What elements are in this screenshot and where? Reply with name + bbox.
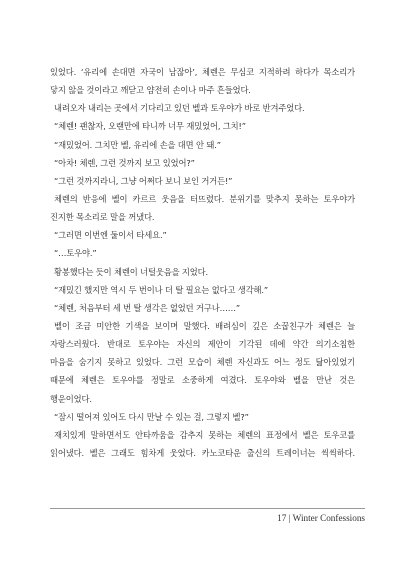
- text-line: 닿지 않을 것이라고 깨닫고 얌전히 손이나 마주 흔들었다.: [50, 85, 251, 96]
- text-line: 재치있게 말하면서도 안타까움을 감추지 못하는 체렌의 표정에서 벨은 토우코를: [54, 429, 355, 440]
- dialogue-line: “…토우야.”: [54, 248, 97, 259]
- text-line: 진지한 목소리로 말을 꺼냈다.: [50, 212, 155, 223]
- text-line: 내려오자 내리는 곳에서 기다리고 있던 벨과 토우야가 바로 반겨주었다.: [54, 103, 305, 114]
- page-number: 17: [277, 513, 287, 523]
- text-line: 자랑스러웠다. 반대로 토우야는 자신의 제안이 기각된 데에 약간 의기소침한: [50, 339, 355, 350]
- text-line: 체렌의 반응에 벨이 카르르 웃음을 터뜨렸다. 분위기를 맞추지 못하는 토우야가: [54, 193, 355, 204]
- text-line: 읽어냈다. 벨은 그래도 힘차게 웃었다. 카노코타운 출신의 트레이너는 씩씩하다.: [50, 447, 355, 458]
- text-line: 때문에 체렌은 토우야를 정말로 소중하게 여겼다. 토우야와 벨을 만난 것은: [50, 375, 355, 386]
- page-footer: [235, 513, 365, 523]
- dialogue-line: “그러면 이번엔 둘이서 타세요.”: [54, 230, 167, 241]
- dialogue-line: “그런 것까지라니, 그냥 어쩌다 보니 보인 거거든!”: [54, 175, 233, 186]
- text-line: 행운이었다.: [50, 393, 92, 404]
- dialogue-line: “재밌긴 했지만 역시 두 번이나 더 탈 필요는 없다고 생각해.”: [54, 284, 269, 295]
- dialogue-line: “잠시 떨어져 있어도 다시 만날 수 있는 걸, 그렇지 벨?”: [54, 411, 249, 422]
- dialogue-line: “체렌! 괜찮자, 오랜만에 타니까 너무 재밌었어, 그치!”: [54, 121, 246, 132]
- footer-divider: [50, 508, 365, 509]
- text-line: 있었다. ‘유리에 손대면 자국이 남잖아’, 체렌은 무심코 지적하려 하다가 목소리가: [50, 67, 355, 77]
- footer-separator: |: [288, 513, 291, 523]
- body-text: [50, 63, 355, 462]
- dialogue-line: “재밌었어. 그치만 벨, 유리에 손을 대면 안 돼.”: [54, 139, 221, 150]
- dialogue-line: “체렌, 처음부터 세 번 탈 생각은 없었던 거구나……”: [54, 302, 241, 313]
- text-line: 마음을 숨기지 못하고 있었다. 그런 모습이 체렌 자신과도 어느 정도 닮아있었기: [50, 357, 355, 368]
- book-title: Winter Confessions: [292, 513, 365, 523]
- dialogue-line: “아차! 체렌, 그런 것까지 보고 있었어?”: [54, 157, 195, 168]
- text-line: 벨이 조금 미안한 기색을 보이며 말했다. 배려심이 깊은 소꿉친구가 체렌은 늘: [54, 320, 355, 331]
- text-line: 황봉했다는 듯이 체렌이 너털웃음을 지었다.: [54, 266, 209, 277]
